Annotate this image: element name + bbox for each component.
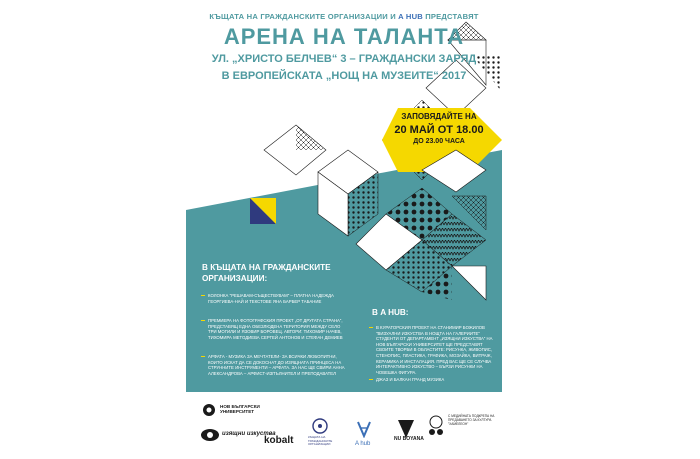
poster xyxy=(186,0,502,459)
bullet-dash xyxy=(369,327,373,328)
bullet-dash xyxy=(201,320,205,321)
footer-logos xyxy=(186,392,502,459)
nbu-logo-text: НОВ БЪЛГАРСКИ УНИВЕРСИТЕТ xyxy=(220,404,260,415)
time-invite: ЗАПОВЯДАЙТЕ НА xyxy=(401,112,477,121)
address-line: УЛ. „ХРИСТО БЕЛЧЕВ“ 3 – ГРАЖДАНСКИ ЗАРЯД xyxy=(211,53,477,65)
partner-note: С МЕДИЙНАТА ПОДКРЕПА НА ПРЕДАВАНЕТО ЗА КУЛТУРА "ХАМЕЛЕОН" xyxy=(448,414,495,426)
ahub-logo-text: A hub xyxy=(355,441,371,447)
bullet-dash xyxy=(369,379,373,380)
kobalt-logo-text: kobalt xyxy=(264,435,294,446)
left-section-heading: В КЪЩАТА НА ГРАЖДАНСКИТЕ ОРГАНИЗАЦИИ: xyxy=(202,263,331,283)
left-item-3 xyxy=(208,354,348,376)
right-section-heading: В A HUB: xyxy=(372,308,409,317)
chameleon-logo-icon xyxy=(426,412,446,438)
nbu-logo-icon xyxy=(200,403,218,417)
presenters-line xyxy=(186,12,502,21)
left-item-text: КОЛОНКА "РЕШАВАМ-СЪЩЕСТВУВАМ" – ПЛАТНА НАДЕЖДА ГЕОРГИЕВА-НАЙ И ТЕКСТОВЕ ЯНА БАРБЕР ТАБАНИЕ xyxy=(208,293,334,304)
right-item-text: ДЖАЗ И БАЛКАН ГРАНД МУЗИКА xyxy=(376,377,445,382)
bullet-dash xyxy=(201,356,205,357)
kgo-logo-icon xyxy=(312,418,328,434)
eye-logo-icon xyxy=(200,428,220,442)
kgo-logo-text: КЪЩАТА НА ГРАЖДАНСКИТЕ ОРГАНИЗАЦИИ xyxy=(308,435,333,447)
left-item-text: ПРЕМИЕРА НА ФОТОГРАФСКИЯ ПРОЕКТ „ОТ ДРУГАТА СТРАНА“, ПРЕДСТАВЯЩ ЕДНА ОБЕЗЛЮДЕНА ТЕРИТОРИЯ МЕЖДУ СЕЛО ТРИ МОГИЛИ И ЯЗОВИР БОРОВЕЦ. АВТОРИ: ТИХОМИР НАЧЕВ, ТИХОМИРА МЕТОДИЕВА СЕРГЕЙ АНТОНОВ И СТЕФАН ДЕМИЕВ xyxy=(208,318,343,340)
time-date: 20 МАЙ ОТ 18.00 xyxy=(394,124,484,136)
poster-title: АРЕНА НА ТАЛАНТА xyxy=(223,24,465,49)
event-line: В ЕВРОПЕЙСКАТА „НОЩ НА МУЗЕИТЕ“ 2017 xyxy=(221,70,467,82)
presenters-prefix: КЪЩАТА НА ГРАЖДАНСКИТЕ ОРГАНИЗАЦИИ И xyxy=(209,12,399,21)
time-end: ДО 23.00 ЧАСА xyxy=(413,138,465,145)
time-box xyxy=(394,112,484,145)
left-item-2 xyxy=(208,318,348,340)
nu-boyana-logo-text: NU BOYANA xyxy=(394,436,424,442)
fine-arts-logo-text: изящни изкуства xyxy=(222,431,276,437)
left-item-text: АРФАТА - МУЗИКА ЗА МЕЧТАТЕЛИ- ЗА ВСИЧКИ ЛЮБОПИТНИ, КОИТО ИСКАТ ДА СЕ ДОКОСНАТ ДО ИЗЯЩНАТА ПРИНЦЕСА НА СТРУННИТЕ ИНСТРУМЕНТИ – АРФАТА. ЗА НАС ЩЕ СВИРИ АННА АЛЕКСАНДРОВА – АРФИСТ-ИЗПЪЛНИТЕЛ И ПРЕПОДАВАТЕЛ xyxy=(208,354,345,376)
ahub-logo-icon xyxy=(356,420,372,438)
bullet-dash xyxy=(201,295,205,296)
right-item-2 xyxy=(376,377,496,383)
presenters-accent: A HUB xyxy=(398,12,423,21)
right-item-text: В КУРАТОРСКИЯ ПРОЕКТ НА СТАНИМИР БОЖИЛОВ "ВИЗУАЛНИ ИЗКУСТВА В НОЩТА НА ГАЛЕРИИТЕ" СТУДЕНТИ ОТ ДЕПАРТАМЕНТ „ИЗЯЩНИ ИЗКУСТВА“ НА НОВ БЪЛГАРСКИ УНИВЕРСИТЕТ ЩЕ ПРЕДСТАВЯТ СВОИТЕ ТВОРБИ В ОБЛАСТИТЕ: РИСУНКА, ЖИВОПИС, СТЕНОПИС, ПЛАСТИКА, ГРАФИКА, МОЗАЙКА, ВИТРАЖ, КЕРАМИКА И ИНСТАЛАЦИЯ. ПРЕД ВАС ЩЕ СЕ СЛУЧВА ИНТЕРАКТИВНО ИЗКУСТВО – БЪРЗИ РИСУНКИ НА ЧОВЕШКА ФИГУРА. xyxy=(376,325,493,375)
presenters-suffix: ПРЕДСТАВЯТ xyxy=(422,12,479,21)
right-item-1 xyxy=(376,325,496,375)
left-item-1 xyxy=(208,293,348,304)
